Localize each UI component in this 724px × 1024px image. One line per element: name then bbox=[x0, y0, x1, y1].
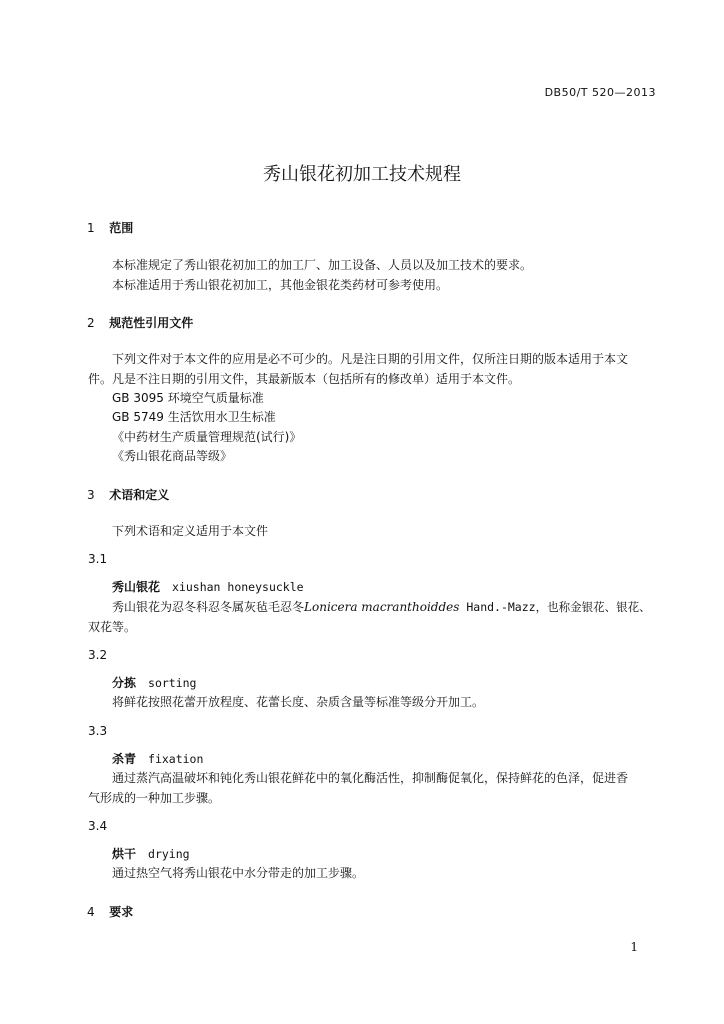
reference-item: GB 3095 环境空气质量标准 bbox=[112, 391, 264, 405]
section-title: 范围 bbox=[109, 221, 134, 235]
term-en: xiushan honeysuckle bbox=[172, 580, 304, 594]
section-title: 要求 bbox=[109, 905, 134, 919]
term-3-1-number: 3.1 bbox=[88, 552, 108, 566]
reference-item: 《秀山银花商品等级》 bbox=[112, 449, 233, 463]
term-3-4-number: 3.4 bbox=[88, 819, 108, 833]
document-title: 秀山银花初加工技术规程 bbox=[263, 164, 461, 185]
term-3-4-definition: 通过热空气将秀山银花中水分带走的加工步骤。 bbox=[112, 866, 365, 880]
term-3-3-definition-line-1: 通过蒸汽高温破坏和钝化秀山银花鲜花中的氧化酶活性，抑制酶促氧化，保持鲜花的色泽，促进香 bbox=[112, 771, 629, 785]
term-3-2-number: 3.2 bbox=[88, 648, 108, 662]
term-3-1-name bbox=[112, 578, 304, 596]
term-zh: 烘干 bbox=[112, 847, 137, 861]
section-number: 4 bbox=[87, 905, 95, 919]
section-title: 术语和定义 bbox=[109, 488, 170, 502]
definition-text: 秀山银花为忍冬科忍冬属灰毡毛忍冬 bbox=[112, 600, 305, 614]
section-number: 1 bbox=[87, 221, 95, 235]
section-1-paragraph-1: 本标准规定了秀山银花初加工的加工厂、加工设备、人员以及加工技术的要求。 bbox=[112, 258, 533, 272]
term-3-4-name bbox=[112, 845, 190, 863]
term-3-2-definition: 将鲜花按照花蕾开放程度、花蕾长度、杂质含量等标准等级分开加工。 bbox=[112, 695, 485, 709]
term-zh: 分拣 bbox=[112, 676, 137, 690]
term-3-3-name bbox=[112, 750, 203, 768]
term-3-1-definition-line-2: 双花等。 bbox=[88, 620, 137, 634]
term-zh: 秀山银花 bbox=[112, 580, 161, 594]
section-title: 规范性引用文件 bbox=[109, 316, 194, 330]
term-3-3-number: 3.3 bbox=[88, 724, 108, 738]
section-3-intro: 下列术语和定义适用于本文件 bbox=[112, 524, 269, 538]
reference-item: GB 5749 生活饮用水卫生标准 bbox=[112, 410, 276, 424]
section-1-paragraph-2: 本标准适用于秀山银花初加工，其他金银花类药材可参考使用。 bbox=[112, 278, 449, 292]
term-en: drying bbox=[148, 847, 190, 861]
term-3-2-name bbox=[112, 674, 196, 692]
page-number: 1 bbox=[630, 940, 638, 954]
section-4-heading bbox=[87, 903, 133, 921]
section-number: 3 bbox=[87, 488, 95, 502]
section-2-paragraph-line-2: 件。凡是不注日期的引用文件，其最新版本（包括所有的修改单）适用于本文件。 bbox=[88, 372, 521, 386]
latin-name: Lonicera macranthoiddes bbox=[304, 600, 460, 614]
term-3-3-definition-line-2: 气形成的一种加工步骤。 bbox=[88, 791, 221, 805]
term-en: fixation bbox=[148, 752, 204, 766]
section-2-heading bbox=[87, 314, 193, 332]
section-3-heading bbox=[87, 486, 169, 504]
page-code: DB50/T 520—2013 bbox=[544, 86, 656, 99]
term-3-1-definition-line-1 bbox=[112, 598, 651, 616]
reference-item: 《中药材生产质量管理规范(试行)》 bbox=[112, 430, 302, 444]
section-2-paragraph-line-1: 下列文件对于本文件的应用是必不可少的。凡是注日期的引用文件，仅所注日期的版本适用于本文 bbox=[112, 352, 629, 366]
section-number: 2 bbox=[87, 316, 95, 330]
term-zh: 杀青 bbox=[112, 752, 137, 766]
term-en: sorting bbox=[148, 676, 197, 690]
definition-text: Hand.-Mazz，也称金银花、银花、 bbox=[459, 600, 651, 614]
section-1-heading bbox=[87, 219, 133, 237]
